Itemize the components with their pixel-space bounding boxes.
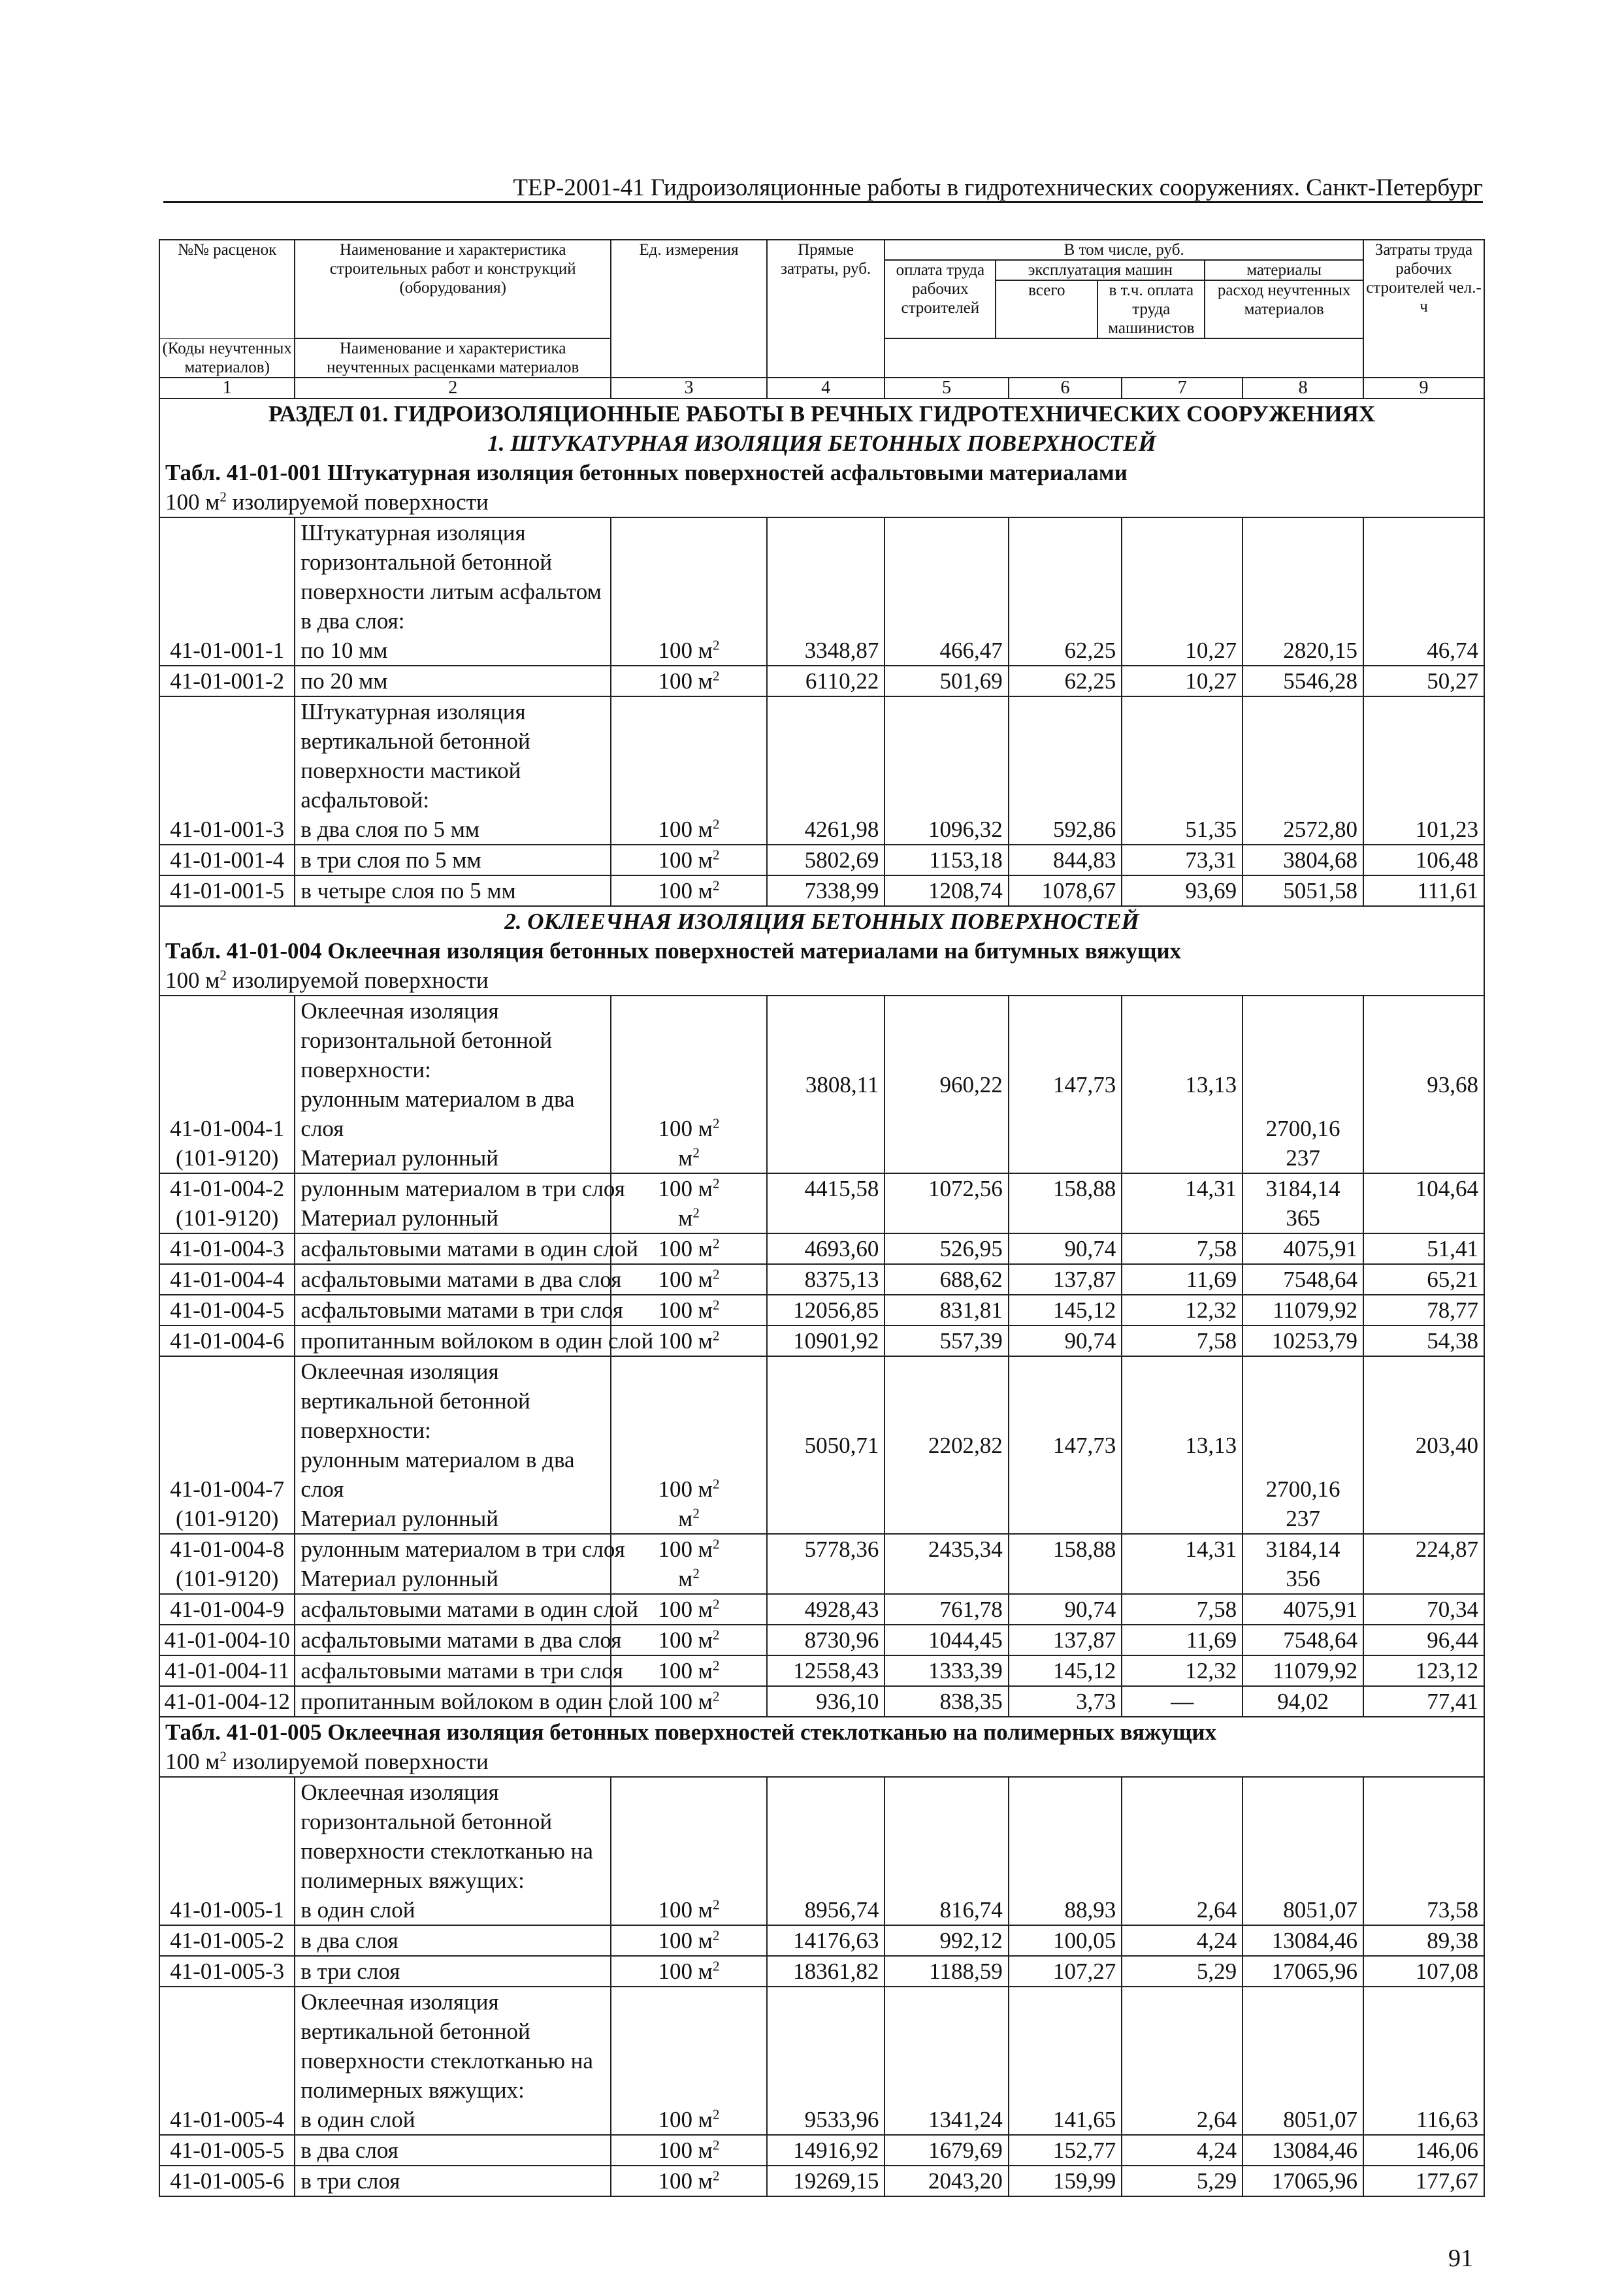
unit: 100 $м^2$ $м^2$ xyxy=(611,1173,767,1233)
work-name: Оклеечная изоляция горизонтальной бетонной поверхности: рулонным материалом в два слоя Материал рулонный xyxy=(295,996,611,1173)
page-header: ТЕР-2001-41 Гидроизоляционные работы в гидротехнических сооружениях. Санкт-Петербург xyxy=(163,175,1483,203)
rate-code: 41-01-001-5 xyxy=(159,875,295,906)
labor-pay: 526,95 xyxy=(885,1233,1008,1264)
materials: 8051,07 xyxy=(1242,1777,1363,1925)
machine-total: 158,88 xyxy=(1009,1534,1122,1594)
materials: 17065,96 xyxy=(1242,2166,1363,2196)
labor-pay: 2043,20 xyxy=(885,2166,1008,2196)
materials: 8051,07 xyxy=(1242,1987,1363,2135)
labor-hours: 224,87 xyxy=(1363,1534,1484,1594)
table-row xyxy=(159,2166,1484,2196)
table-row xyxy=(159,1594,1484,1625)
work-name: асфальтовыми матами в два слоя xyxy=(295,1264,611,1295)
labor-hours: 65,21 xyxy=(1363,1264,1484,1295)
exp-subheaders xyxy=(996,281,1204,338)
table-row xyxy=(159,1325,1484,1356)
col-direct-header: Прямые затраты, руб. xyxy=(767,240,885,378)
table-unit-row xyxy=(159,1747,1484,1777)
work-name: Штукатурная изоляция горизонтальной бетонной поверхности литым асфальтом в два слоя: по 10 мм xyxy=(295,517,611,666)
rate-code: 41-01-004-12 xyxy=(159,1686,295,1717)
table-row xyxy=(159,1777,1484,1925)
machine-pay: 11,69 xyxy=(1122,1264,1242,1295)
direct-cost: 8375,13 xyxy=(767,1264,885,1295)
work-name: Оклеечная изоляция вертикальной бетонной поверхности: рулонным материалом в два слоя Материал рулонный xyxy=(295,1356,611,1534)
labor-pay: 1188,59 xyxy=(885,1956,1008,1987)
direct-cost: 8730,96 xyxy=(767,1625,885,1655)
machine-pay: — xyxy=(1122,1686,1242,1717)
labor-pay: 1072,56 xyxy=(885,1173,1008,1233)
section-row xyxy=(159,906,1484,936)
table-unit-row xyxy=(159,966,1484,996)
labor-hours: 70,34 xyxy=(1363,1594,1484,1625)
rate-code: 41-01-005-2 xyxy=(159,1925,295,1956)
labor-pay: 466,47 xyxy=(885,517,1008,666)
machine-total: 90,74 xyxy=(1009,1594,1122,1625)
unit: 100 $м^2$ xyxy=(611,2166,767,2196)
rate-code: 41-01-005-5 xyxy=(159,2135,295,2166)
direct-cost: 4693,60 xyxy=(767,1233,885,1264)
materials: 10253,79 xyxy=(1242,1325,1363,1356)
machine-total: 592,86 xyxy=(1009,696,1122,845)
work-name: пропитанным войлоком в один слой xyxy=(295,1686,611,1717)
direct-cost: 8956,74 xyxy=(767,1777,885,1925)
rate-code: 41-01-004-1 (101-9120) xyxy=(159,996,295,1173)
machine-total: 137,87 xyxy=(1009,1625,1122,1655)
unit: 100 $м^2$ xyxy=(611,875,767,906)
labor-pay: 816,74 xyxy=(885,1777,1008,1925)
mat-header-group xyxy=(1205,261,1363,338)
table-41-01-005-unit: 100 $м^2$ изолируемой поверхности xyxy=(159,1747,1484,1777)
machine-pay: 12,32 xyxy=(1122,1295,1242,1325)
col-mat2-header: расход неучтенных материалов xyxy=(1217,282,1351,318)
col-num: 7 xyxy=(1122,378,1242,398)
labor-hours: 146,06 xyxy=(1363,2135,1484,2166)
work-name: в три слоя xyxy=(295,2166,611,2196)
incl-header: В том числе, руб. xyxy=(885,240,1363,261)
work-name: в четыре слоя по 5 мм xyxy=(295,875,611,906)
table-row xyxy=(159,1233,1484,1264)
rate-code: 41-01-004-2 (101-9120) xyxy=(159,1173,295,1233)
labor-pay: 1153,18 xyxy=(885,845,1008,875)
machine-total: 152,77 xyxy=(1009,2135,1122,2166)
table-row xyxy=(159,1655,1484,1686)
machine-pay: 7,58 xyxy=(1122,1233,1242,1264)
table-row xyxy=(159,1534,1484,1594)
direct-cost: 12558,43 xyxy=(767,1655,885,1686)
rate-code: 41-01-001-2 xyxy=(159,666,295,696)
rate-code: 41-01-001-4 xyxy=(159,845,295,875)
rate-code: 41-01-004-6 xyxy=(159,1325,295,1356)
machine-pay: 7,58 xyxy=(1122,1594,1242,1625)
machine-total: 62,25 xyxy=(1009,517,1122,666)
materials: 13084,46 xyxy=(1242,2135,1363,2166)
labor-pay: 1679,69 xyxy=(885,2135,1008,2166)
group-header: Штукатурная изоляция горизонтальной бетонной поверхности литым асфальтом в два слоя: xyxy=(300,520,602,634)
labor-hours: 106,48 xyxy=(1363,845,1484,875)
table-row xyxy=(159,1356,1484,1534)
direct-cost: 5802,69 xyxy=(767,845,885,875)
machine-pay: 51,35 xyxy=(1122,696,1242,845)
machine-total: 90,74 xyxy=(1009,1233,1122,1264)
machine-pay: 13,13 xyxy=(1122,996,1242,1173)
direct-cost: 10901,92 xyxy=(767,1325,885,1356)
work-name: в три слоя xyxy=(295,1956,611,1987)
materials: 17065,96 xyxy=(1242,1956,1363,1987)
work-name: Оклеечная изоляция горизонтальной бетонной поверхности стеклотканью на полимерных вяжущих: в один слой xyxy=(295,1777,611,1925)
machine-total: 141,65 xyxy=(1009,1987,1122,2135)
unit: 100 $м^2$ xyxy=(611,1325,767,1356)
machine-total: 145,12 xyxy=(1009,1295,1122,1325)
col-code-header: №№ расценок xyxy=(159,240,295,338)
work-name: в два слоя xyxy=(295,1925,611,1956)
direct-cost: 19269,15 xyxy=(767,2166,885,2196)
column-numbers-row xyxy=(159,378,1484,398)
direct-cost: 4415,58 xyxy=(767,1173,885,1233)
col-num: 6 xyxy=(1009,378,1122,398)
unit: 100 $м^2$ xyxy=(611,517,767,666)
machine-pay: 5,29 xyxy=(1122,2166,1242,2196)
machine-pay: 73,31 xyxy=(1122,845,1242,875)
work-name: Оклеечная изоляция вертикальной бетонной поверхности стеклотканью на полимерных вяжущих: в один слой xyxy=(295,1987,611,2135)
table-row xyxy=(159,875,1484,906)
work-name: рулонным материалом в три слоя Материал рулонный xyxy=(295,1173,611,1233)
machine-pay: 11,69 xyxy=(1122,1625,1242,1655)
labor-hours: 73,58 xyxy=(1363,1777,1484,1925)
section-1-title: 1. ШТУКАТУРНАЯ ИЗОЛЯЦИЯ БЕТОННЫХ ПОВЕРХНОСТЕЙ xyxy=(159,429,1484,458)
direct-cost: 12056,85 xyxy=(767,1295,885,1325)
group-header: Штукатурная изоляция вертикальной бетонной поверхности мастикой асфальтовой: xyxy=(300,699,530,813)
group-header: Оклеечная изоляция вертикальной бетонной поверхности стеклотканью на полимерных вяжущих: xyxy=(300,1989,593,2103)
table-row xyxy=(159,2135,1484,2166)
rate-code: 41-01-001-3 xyxy=(159,696,295,845)
unit: 100 $м^2$ xyxy=(611,1233,767,1264)
col-name2-header: Наименование и характеристика неучтенных расценками материалов xyxy=(295,338,611,378)
unit: 100 $м^2$ xyxy=(611,1594,767,1625)
labor-pay: 960,22 xyxy=(885,996,1008,1173)
table-title-row xyxy=(159,936,1484,966)
machine-pay: 14,31 xyxy=(1122,1534,1242,1594)
col-num: 9 xyxy=(1363,378,1484,398)
labor-pay: 2202,82 xyxy=(885,1356,1008,1534)
table-row xyxy=(159,1264,1484,1295)
rate-code: 41-01-004-7 (101-9120) xyxy=(159,1356,295,1534)
rate-code: 41-01-004-3 xyxy=(159,1233,295,1264)
work-name: асфальтовыми матами в три слоя xyxy=(295,1655,611,1686)
unit: 100 $м^2$ xyxy=(611,845,767,875)
machine-pay: 5,29 xyxy=(1122,1956,1242,1987)
table-row xyxy=(159,1625,1484,1655)
labor-hours: 111,61 xyxy=(1363,875,1484,906)
col-labor-header: Затраты труда рабочих строителей чел.-ч xyxy=(1363,240,1484,378)
labor-pay: 1341,24 xyxy=(885,1987,1008,2135)
labor-hours: 77,41 xyxy=(1363,1686,1484,1717)
direct-cost: 5778,36 xyxy=(767,1534,885,1594)
table-row xyxy=(159,1925,1484,1956)
machine-total: 100,05 xyxy=(1009,1925,1122,1956)
direct-cost: 7338,99 xyxy=(767,875,885,906)
labor-hours: 104,64 xyxy=(1363,1173,1484,1233)
direct-cost: 5050,71 xyxy=(767,1356,885,1534)
table-row xyxy=(159,996,1484,1173)
col-num: 4 xyxy=(767,378,885,398)
unit: 100 $м^2$ xyxy=(611,1777,767,1925)
direct-cost: 14916,92 xyxy=(767,2135,885,2166)
materials: 2572,80 xyxy=(1242,696,1363,845)
direct-cost: 3808,11 xyxy=(767,996,885,1173)
machine-total: 1078,67 xyxy=(1009,875,1122,906)
direct-cost: 3348,87 xyxy=(767,517,885,666)
table-row xyxy=(159,666,1484,696)
rate-code: 41-01-004-10 xyxy=(159,1625,295,1655)
materials: 3184,14 356 xyxy=(1242,1534,1363,1594)
materials: 2820,15 xyxy=(1242,517,1363,666)
work-name: в два слоя xyxy=(295,2135,611,2166)
group-header: Оклеечная изоляция вертикальной бетонной поверхности: xyxy=(300,1359,530,1443)
col-num: 5 xyxy=(885,378,1008,398)
labor-hours: 78,77 xyxy=(1363,1295,1484,1325)
unit: 100 $м^2$ xyxy=(611,1295,767,1325)
col-codes-header: (Коды неучтенных материалов) xyxy=(159,338,295,378)
machine-pay: 7,58 xyxy=(1122,1325,1242,1356)
col-unit-header: Ед. измерения xyxy=(611,240,767,378)
unit: 100 $м^2$ xyxy=(611,1956,767,1987)
unit: 100 $м^2$ $м^2$ xyxy=(611,1356,767,1534)
table-unit-row xyxy=(159,487,1484,517)
work-name: Штукатурная изоляция вертикальной бетонной поверхности мастикой асфальтовой: в два слоя по 5 мм xyxy=(295,696,611,845)
machine-total: 147,73 xyxy=(1009,1356,1122,1534)
materials: 2700,16 237 xyxy=(1242,1356,1363,1534)
table-41-01-004-unit: 100 $м^2$ изолируемой поверхности xyxy=(159,966,1484,996)
col-exp-incl-header: в т.ч. оплата труда машинистов xyxy=(1108,282,1195,337)
machine-pay: 13,13 xyxy=(1122,1356,1242,1534)
group-header: Оклеечная изоляция горизонтальной бетонной поверхности: xyxy=(300,998,553,1082)
machine-total: 62,25 xyxy=(1009,666,1122,696)
unit: 100 $м^2$ xyxy=(611,696,767,845)
direct-cost: 18361,82 xyxy=(767,1956,885,1987)
machine-total: 158,88 xyxy=(1009,1173,1122,1233)
direct-cost: 4928,43 xyxy=(767,1594,885,1625)
unit: 100 $м^2$ xyxy=(611,1686,767,1717)
materials: 7548,64 xyxy=(1242,1264,1363,1295)
col-mat-header: материалы xyxy=(1205,261,1363,281)
unit: 100 $м^2$ xyxy=(611,666,767,696)
machine-total: 3,73 xyxy=(1009,1686,1122,1717)
machine-pay: 93,69 xyxy=(1122,875,1242,906)
materials: 3804,68 xyxy=(1242,845,1363,875)
table-row xyxy=(159,517,1484,666)
work-name: в три слоя по 5 мм xyxy=(295,845,611,875)
col-num: 2 xyxy=(295,378,611,398)
table-row xyxy=(159,1173,1484,1233)
machine-total: 90,74 xyxy=(1009,1325,1122,1356)
labor-hours: 123,12 xyxy=(1363,1655,1484,1686)
rate-code: 41-01-004-11 xyxy=(159,1655,295,1686)
table-41-01-001-title: Табл. 41-01-001 Штукатурная изоляция бетонных поверхностей асфальтовыми материалами xyxy=(159,458,1484,487)
unit: 100 $м^2$ xyxy=(611,2135,767,2166)
table-row xyxy=(159,696,1484,845)
rate-code: 41-01-004-5 xyxy=(159,1295,295,1325)
labor-hours: 203,40 xyxy=(1363,1356,1484,1534)
labor-pay: 1096,32 xyxy=(885,696,1008,845)
unit: 100 $м^2$ xyxy=(611,1625,767,1655)
materials: 11079,92 xyxy=(1242,1655,1363,1686)
razdel-row xyxy=(159,398,1484,429)
machine-total: 107,27 xyxy=(1009,1956,1122,1987)
labor-hours: 93,68 xyxy=(1363,996,1484,1173)
machine-pay: 10,27 xyxy=(1122,517,1242,666)
labor-pay: 1208,74 xyxy=(885,875,1008,906)
machine-total: 145,12 xyxy=(1009,1655,1122,1686)
exp-header-group xyxy=(996,261,1205,338)
table-41-01-005-title: Табл. 41-01-005 Оклеечная изоляция бетонных поверхностей стеклотканью на полимерных вяжущих xyxy=(159,1717,1484,1747)
incl-header-group xyxy=(885,240,1363,338)
machine-total: 88,93 xyxy=(1009,1777,1122,1925)
labor-hours: 50,27 xyxy=(1363,666,1484,696)
machine-total: 147,73 xyxy=(1009,996,1122,1173)
materials: 5051,58 xyxy=(1242,875,1363,906)
materials: 2700,16 237 xyxy=(1242,996,1363,1173)
labor-pay: 1044,45 xyxy=(885,1625,1008,1655)
rate-code: 41-01-005-6 xyxy=(159,2166,295,2196)
machine-pay: 14,31 xyxy=(1122,1173,1242,1233)
direct-cost: 4261,98 xyxy=(767,696,885,845)
materials: 11079,92 xyxy=(1242,1295,1363,1325)
materials: 5546,28 xyxy=(1242,666,1363,696)
unit: 100 $м^2$ xyxy=(611,1925,767,1956)
labor-hours: 89,38 xyxy=(1363,1925,1484,1956)
labor-hours: 96,44 xyxy=(1363,1625,1484,1655)
machine-total: 137,87 xyxy=(1009,1264,1122,1295)
col-num: 3 xyxy=(611,378,767,398)
machine-pay: 10,27 xyxy=(1122,666,1242,696)
table-row xyxy=(159,1295,1484,1325)
materials: 7548,64 xyxy=(1242,1625,1363,1655)
machine-pay: 12,32 xyxy=(1122,1655,1242,1686)
materials: 94,02 xyxy=(1242,1686,1363,1717)
rate-code: 41-01-001-1 xyxy=(159,517,295,666)
machine-total: 159,99 xyxy=(1009,2166,1122,2196)
work-name: асфальтовыми матами в три слоя xyxy=(295,1295,611,1325)
table-row xyxy=(159,1956,1484,1987)
rate-code: 41-01-005-1 xyxy=(159,1777,295,1925)
col-num: 8 xyxy=(1242,378,1363,398)
labor-pay: 992,12 xyxy=(885,1925,1008,1956)
direct-cost: 6110,22 xyxy=(767,666,885,696)
table-row xyxy=(159,1686,1484,1717)
labor-hours: 107,08 xyxy=(1363,1956,1484,1987)
labor-pay: 501,69 xyxy=(885,666,1008,696)
machine-pay: 2,64 xyxy=(1122,1987,1242,2135)
labor-pay: 557,39 xyxy=(885,1325,1008,1356)
labor-hours: 51,41 xyxy=(1363,1233,1484,1264)
col-pay-header: оплата труда рабочих строителей xyxy=(885,261,996,338)
unit: 100 $м^2$ $м^2$ xyxy=(611,996,767,1173)
machine-total: 844,83 xyxy=(1009,845,1122,875)
work-name: рулонным материалом в три слоя Материал рулонный xyxy=(295,1534,611,1594)
unit: 100 $м^2$ xyxy=(611,1987,767,2135)
col-exp-header: эксплуатация машин xyxy=(996,261,1204,281)
table-41-01-001-unit: 100 $м^2$ изолируемой поверхности xyxy=(159,487,1484,517)
labor-pay: 831,81 xyxy=(885,1295,1008,1325)
col-num: 1 xyxy=(159,378,295,398)
machine-pay: 2,64 xyxy=(1122,1777,1242,1925)
labor-hours: 177,67 xyxy=(1363,2166,1484,2196)
machine-pay: 4,24 xyxy=(1122,2135,1242,2166)
razdel-title: РАЗДЕЛ 01. ГИДРОИЗОЛЯЦИОННЫЕ РАБОТЫ В РЕЧНЫХ ГИДРОТЕХНИЧЕСКИХ СООРУЖЕНИЯХ xyxy=(159,398,1484,429)
section-2-title: 2. ОКЛЕЕЧНАЯ ИЗОЛЯЦИЯ БЕТОННЫХ ПОВЕРХНОСТЕЙ xyxy=(159,906,1484,936)
work-name: по 20 мм xyxy=(295,666,611,696)
rate-code: 41-01-005-4 xyxy=(159,1987,295,2135)
table-title-row xyxy=(159,1717,1484,1747)
table-row xyxy=(159,845,1484,875)
section-row xyxy=(159,429,1484,458)
rate-code: 41-01-004-9 xyxy=(159,1594,295,1625)
work-name: асфальтовыми матами в два слоя xyxy=(295,1625,611,1655)
labor-pay: 761,78 xyxy=(885,1594,1008,1625)
page-number: 91 xyxy=(1448,2245,1473,2272)
incl-subheaders xyxy=(885,261,1363,338)
header-row-1 xyxy=(159,240,1484,338)
work-name: асфальтовыми матами в один слой xyxy=(295,1233,611,1264)
direct-cost: 14176,63 xyxy=(767,1925,885,1956)
labor-pay: 688,62 xyxy=(885,1264,1008,1295)
table-title-row xyxy=(159,458,1484,487)
materials: 4075,91 xyxy=(1242,1233,1363,1264)
labor-pay: 838,35 xyxy=(885,1686,1008,1717)
materials: 13084,46 xyxy=(1242,1925,1363,1956)
table-41-01-004-title: Табл. 41-01-004 Оклеечная изоляция бетонных поверхностей материалами на битумных вяжущих xyxy=(159,936,1484,966)
work-name: асфальтовыми матами в один слой xyxy=(295,1594,611,1625)
unit: 100 $м^2$ $м^2$ xyxy=(611,1534,767,1594)
unit: 100 $м^2$ xyxy=(611,1264,767,1295)
materials: 3184,14 365 xyxy=(1242,1173,1363,1233)
labor-hours: 54,38 xyxy=(1363,1325,1484,1356)
rate-code: 41-01-004-4 xyxy=(159,1264,295,1295)
col-exp-total-header: всего xyxy=(996,281,1098,338)
labor-hours: 101,23 xyxy=(1363,696,1484,845)
labor-pay: 1333,39 xyxy=(885,1655,1008,1686)
work-name: пропитанным войлоком в один слой xyxy=(295,1325,611,1356)
table-row xyxy=(159,1987,1484,2135)
labor-pay: 2435,34 xyxy=(885,1534,1008,1594)
group-header: Оклеечная изоляция горизонтальной бетонной поверхности стеклотканью на полимерных вяжущих: xyxy=(300,1780,593,1893)
direct-cost: 936,10 xyxy=(767,1686,885,1717)
labor-hours: 46,74 xyxy=(1363,517,1484,666)
rate-code: 41-01-004-8 (101-9120) xyxy=(159,1534,295,1594)
materials: 4075,91 xyxy=(1242,1594,1363,1625)
unit: 100 $м^2$ xyxy=(611,1655,767,1686)
rate-code: 41-01-005-3 xyxy=(159,1956,295,1987)
labor-hours: 116,63 xyxy=(1363,1987,1484,2135)
rates-table xyxy=(159,239,1485,2197)
direct-cost: 9533,96 xyxy=(767,1987,885,2135)
machine-pay: 4,24 xyxy=(1122,1925,1242,1956)
col-name-header: Наименование и характеристика строительных работ и конструкций (оборудования) xyxy=(295,240,611,338)
